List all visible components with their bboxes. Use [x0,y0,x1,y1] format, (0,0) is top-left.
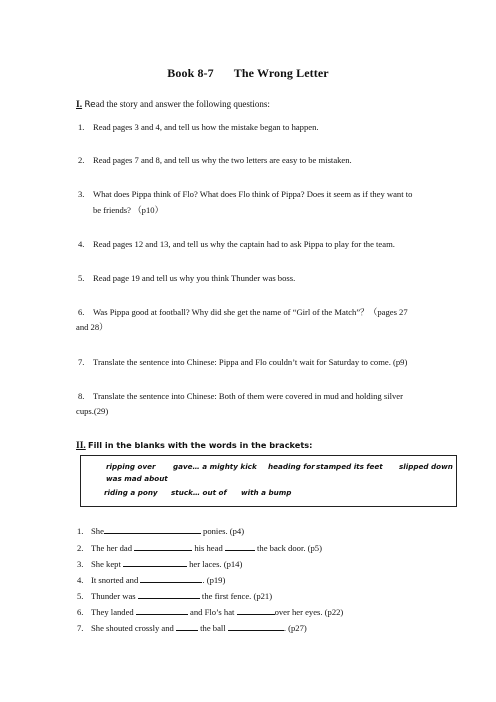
section-two-text: Fill in the blanks with the words in the brackets: [88,440,313,450]
question-7: 7. Translate the sentence into Chinese: Pippa and Flo couldn’t wait for Saturday to come. (p9) [78,357,408,367]
answer-blank[interactable] [140,574,202,583]
answer-blank[interactable] [228,622,284,631]
story-title: The Wrong Letter [233,66,329,80]
blank-sentence-2: 2. The her dad his head the back door. (p5) [77,543,322,553]
answer-blank[interactable] [134,542,192,551]
word-bank-item: with a bump [241,488,292,497]
word-bank-item: heading for [268,462,315,471]
section-one-number: I. [76,100,83,110]
word-bank-item: slipped down [399,462,453,471]
blank-sentence-6: 6. They landed and Flo’s hat over her eyes. (p22) [77,607,344,617]
word-bank-item: was mad about [106,474,168,483]
answer-blank[interactable] [237,606,275,615]
word-bank-item: stuck… out of [171,488,227,497]
question-4: 4. Read pages 12 and 13, and tell us why the captain had to ask Pippa to play for the team. [78,239,395,249]
answer-blank[interactable] [104,525,201,534]
answer-blank[interactable] [123,558,187,567]
question-6-continued: and 28） [76,322,108,332]
blank-sentence-3: 3. She kept her laces. (p14) [77,559,243,569]
word-bank-box [80,455,457,507]
question-1: 1. Read pages 3 and 4, and tell us how the mistake began to happen. [78,122,319,132]
blank-sentence-5: 5. Thunder was the first fence. (p21) [77,591,273,601]
question-3-continued: be friends? （p10） [93,205,164,215]
blank-sentence-4: 4. It snorted and . (p19) [77,575,226,585]
section-one-heading [76,99,270,110]
section-two-heading [76,440,312,451]
book-number: Book 8-7 [167,66,214,80]
section-one-prefix: Re [84,100,96,110]
question-3: 3. What does Pippa think of Flo? What does Flo think of Pippa? Does it seem as if they want to [78,189,413,199]
question-8: 8. Translate the sentence into Chinese: Both of them were covered in mud and holding silver [78,391,403,401]
answer-blank[interactable] [136,606,188,615]
question-8-continued: cups.(29) [76,406,109,416]
section-one-text: ad the story and answer the following questions: [95,99,270,109]
answer-blank[interactable] [176,622,198,631]
question-2: 2. Read pages 7 and 8, and tell us why the two letters are easy to be mistaken. [78,155,352,165]
page-title [0,66,496,81]
word-bank-item: riding a pony [104,488,158,497]
section-two-number: II. [76,441,86,451]
word-bank-item: ripping over [106,462,156,471]
blank-sentence-7: 7. She shouted crossly and the ball . (p27) [77,623,307,633]
answer-blank[interactable] [138,590,200,599]
word-bank-item: gave… a mighty kick [173,462,257,471]
question-6: 6. Was Pippa good at football? Why did she get the name of “Girl of the Match”？（pages 27 [78,307,408,317]
answer-blank[interactable] [225,542,255,551]
word-bank-item: stamped its feet [316,462,383,471]
question-5: 5. Read page 19 and tell us why you think Thunder was boss. [78,273,296,283]
blank-sentence-1: 1. She ponies. (p4) [77,526,245,536]
